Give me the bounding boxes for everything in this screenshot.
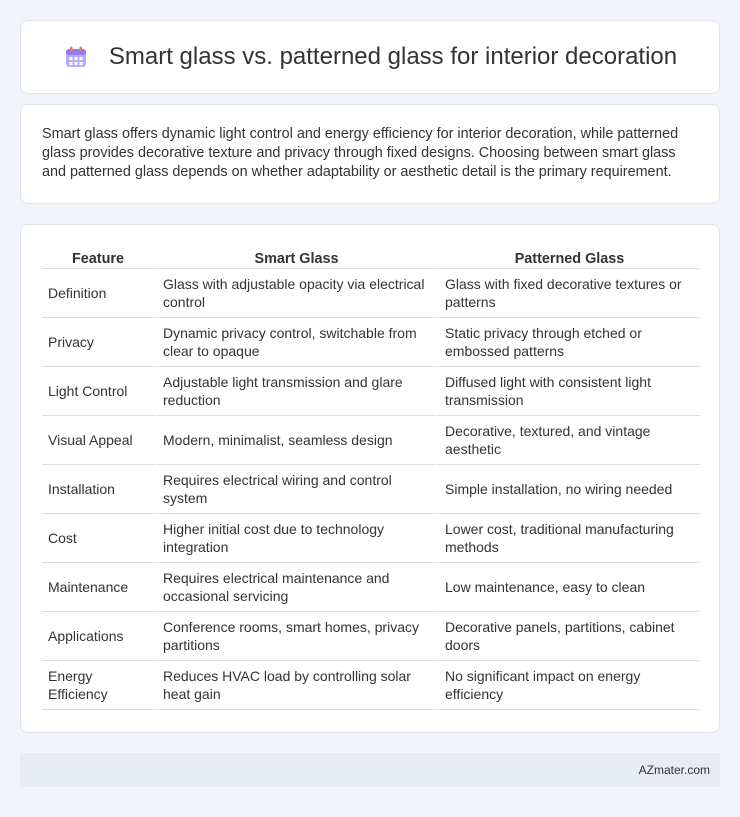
feature-cell: Visual Appeal: [42, 416, 154, 465]
header-feature: Feature: [42, 245, 154, 269]
smart-glass-cell: Glass with adjustable opacity via electrical control: [154, 269, 436, 318]
feature-cell: Energy Efficiency: [42, 661, 154, 710]
header-smart-glass: Smart Glass: [154, 245, 436, 269]
table-row: [42, 318, 700, 367]
smart-glass-cell: Conference rooms, smart homes, privacy partitions: [154, 612, 436, 661]
comparison-card: [20, 224, 720, 733]
patterned-glass-cell: Low maintenance, easy to clean: [436, 563, 700, 612]
table-row: [42, 416, 700, 465]
page-title: Smart glass vs. patterned glass for interior decoration: [108, 43, 678, 70]
patterned-glass-cell: Decorative, textured, and vintage aesthetic: [436, 416, 700, 465]
feature-cell: Maintenance: [42, 563, 154, 612]
smart-glass-cell: Modern, minimalist, seamless design: [154, 416, 436, 465]
smart-glass-cell: Requires electrical maintenance and occasional servicing: [154, 563, 436, 612]
feature-cell: Installation: [42, 465, 154, 514]
intro-card: [20, 104, 720, 204]
smart-glass-cell: Higher initial cost due to technology integration: [154, 514, 436, 563]
footer-brand[interactable]: AZmater.com: [638, 763, 710, 777]
table-row: [42, 514, 700, 563]
smart-glass-cell: Dynamic privacy control, switchable from clear to opaque: [154, 318, 436, 367]
table-row: [42, 269, 700, 318]
feature-cell: Privacy: [42, 318, 154, 367]
header-patterned-glass: Patterned Glass: [436, 245, 700, 269]
comparison-table: [42, 245, 700, 710]
intro-paragraph: Smart glass offers dynamic light control and energy efficiency for interior decoration, while patterned glass provides decorative texture and privacy through fixed designs. Choosing between smart glass and patterned glass depends on whether adaptability or aesthetic detail is the primary requirement.: [42, 126, 679, 181]
footer-bar: [20, 753, 720, 787]
patterned-glass-cell: No significant impact on energy efficiency: [436, 661, 700, 710]
patterned-glass-cell: Static privacy through etched or embossed patterns: [436, 318, 700, 367]
feature-cell: Applications: [42, 612, 154, 661]
feature-cell: Light Control: [42, 367, 154, 416]
patterned-glass-cell: Glass with fixed decorative textures or patterns: [436, 269, 700, 318]
patterned-glass-cell: Decorative panels, partitions, cabinet doors: [436, 612, 700, 661]
patterned-glass-cell: Simple installation, no wiring needed: [436, 465, 700, 514]
table-row: [42, 612, 700, 661]
title-card: [20, 20, 720, 94]
table-row: [42, 465, 700, 514]
smart-glass-cell: Requires electrical wiring and control system: [154, 465, 436, 514]
table-row: [42, 563, 700, 612]
feature-cell: Definition: [42, 269, 154, 318]
table-row: [42, 367, 700, 416]
smart-glass-cell: Adjustable light transmission and glare reduction: [154, 367, 436, 416]
calendar-icon: [63, 44, 89, 70]
patterned-glass-cell: Diffused light with consistent light transmission: [436, 367, 700, 416]
smart-glass-cell: Reduces HVAC load by controlling solar heat gain: [154, 661, 436, 710]
table-header-row: [42, 245, 700, 269]
feature-cell: Cost: [42, 514, 154, 563]
patterned-glass-cell: Lower cost, traditional manufacturing methods: [436, 514, 700, 563]
table-row: [42, 661, 700, 710]
